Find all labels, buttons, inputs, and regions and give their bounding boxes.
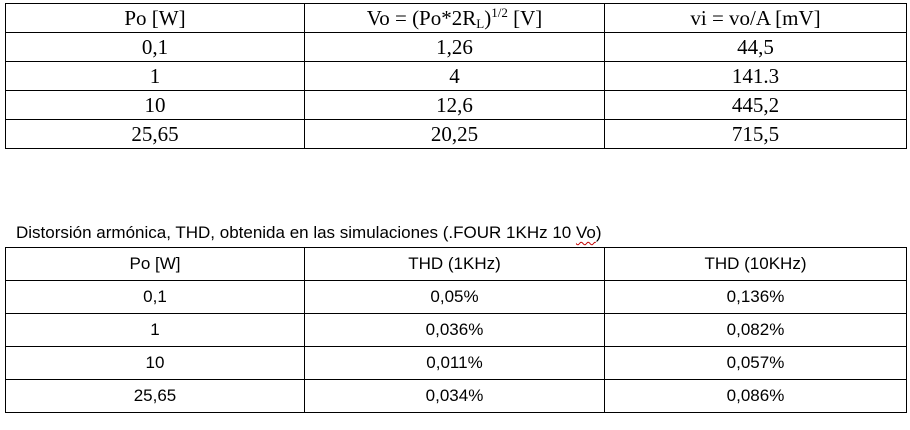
header-vi: vi = vo/A [mV] (605, 4, 907, 33)
header-vo-close: ) (484, 6, 492, 30)
header-thd-1khz: THD (1KHz) (305, 248, 605, 281)
cell-thd-10khz: 0,057% (605, 347, 907, 380)
header-thd-10khz: THD (10KHz) (605, 248, 907, 281)
header-vo (305, 4, 605, 33)
table-row (6, 120, 907, 149)
cell-vi: 715,5 (605, 120, 907, 149)
table-row (6, 33, 907, 62)
header-vo-subscript: L (476, 16, 485, 31)
cell-vi: 445,2 (605, 91, 907, 120)
cell-po: 25,65 (6, 120, 305, 149)
table-header-row (6, 4, 907, 33)
table-row (6, 62, 907, 91)
voltage-table (5, 3, 907, 149)
cell-po: 10 (6, 347, 305, 380)
cell-vo: 12,6 (305, 91, 605, 120)
cell-po: 25,65 (6, 380, 305, 413)
thd-caption (16, 223, 602, 243)
caption-close: ) (595, 223, 602, 242)
cell-vi: 44,5 (605, 33, 907, 62)
caption-spellcheck-word: Vo (575, 223, 596, 242)
cell-thd-10khz: 0,086% (605, 380, 907, 413)
cell-thd-10khz: 0,136% (605, 281, 907, 314)
cell-vo: 1,26 (305, 33, 605, 62)
cell-thd-10khz: 0,082% (605, 314, 907, 347)
header-vo-main: Vo = (Po*2R (366, 6, 477, 30)
cell-po: 1 (6, 314, 305, 347)
cell-po: 1 (6, 62, 305, 91)
cell-po: 0,1 (6, 281, 305, 314)
cell-vi: 141.3 (605, 62, 907, 91)
header-vo-unit: [V] (507, 6, 543, 30)
header-po: Po [W] (6, 248, 305, 281)
header-vo-superscript: 1/2 (491, 5, 508, 20)
cell-thd-1khz: 0,05% (305, 281, 605, 314)
table-row (6, 380, 907, 413)
cell-thd-1khz: 0,036% (305, 314, 605, 347)
thd-table (5, 247, 907, 413)
caption-text: Distorsión armónica, THD, obtenida en las simulaciones (.FOUR 1KHz 10 (16, 223, 576, 242)
table-header-row (6, 248, 907, 281)
cell-vo: 4 (305, 62, 605, 91)
table-row (6, 91, 907, 120)
cell-thd-1khz: 0,011% (305, 347, 605, 380)
cell-vo: 20,25 (305, 120, 605, 149)
cell-po: 10 (6, 91, 305, 120)
table-row (6, 314, 907, 347)
table-row (6, 281, 907, 314)
header-po: Po [W] (6, 4, 305, 33)
cell-po: 0,1 (6, 33, 305, 62)
cell-thd-1khz: 0,034% (305, 380, 605, 413)
table-row (6, 347, 907, 380)
